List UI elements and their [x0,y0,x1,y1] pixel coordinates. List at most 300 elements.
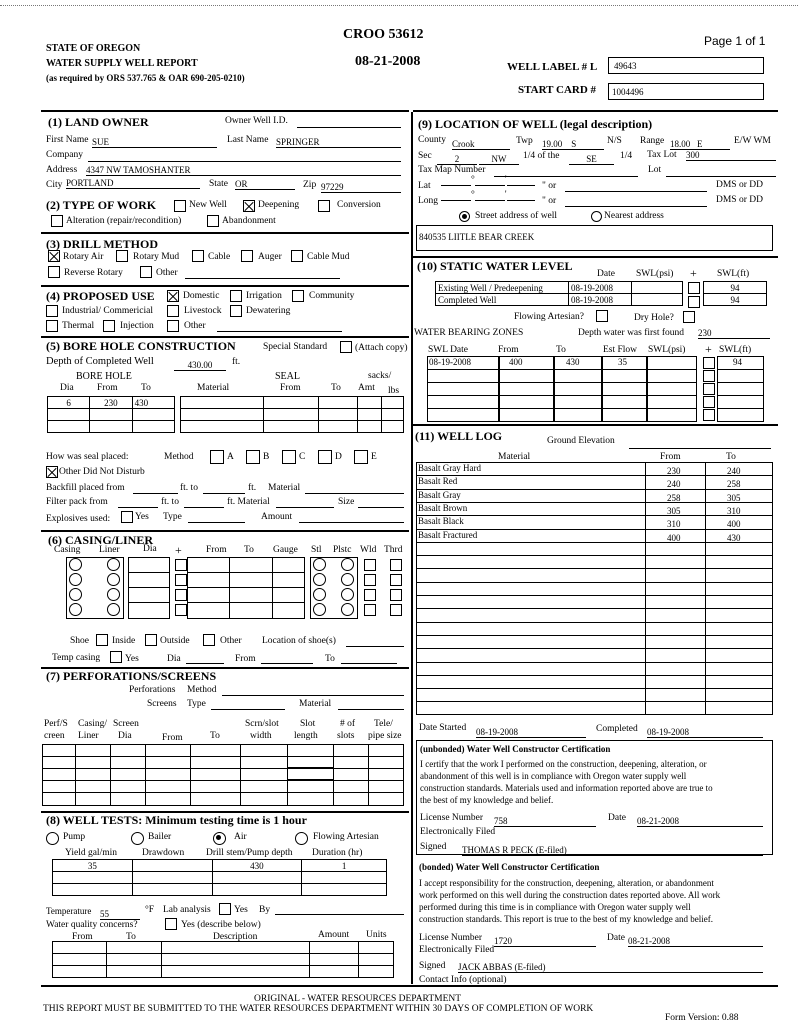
threaded-checkbox[interactable] [390,604,402,616]
threaded-checkbox[interactable] [390,574,402,586]
static-water-table [435,281,683,306]
perforations-heading: (7) PERFORATIONS/SCREENS [46,669,217,683]
seal-placed-label: How was seal placed: [46,452,129,462]
lab-analysis-yes: Yes [234,905,248,915]
section-rule [41,336,409,338]
shoe-inside-checkbox[interactable] [96,634,108,646]
ew-label: E/W WM [734,136,771,146]
owner-well-id-field[interactable] [297,127,401,128]
grid-line [187,572,305,573]
log-col-to: To [726,452,736,462]
temp-casing-to-label: To [325,654,335,664]
temp-casing-to-field[interactable] [341,663,397,664]
log-from-cell[interactable]: 240 [667,479,681,490]
lat-or: " or [542,181,557,191]
livestock-checkbox[interactable] [167,305,179,317]
bonded-text-1: I accept responsibility for the construction, deepening, alteration, or abandonment [419,878,714,888]
community-checkbox[interactable] [292,290,304,302]
log-material-cell[interactable]: Basalt Gray [418,489,461,500]
livestock-label: Livestock [184,306,222,316]
bore-col-to: To [141,383,151,393]
grid-line [499,369,554,370]
attach-copy-label: (Attach copy) [355,343,408,353]
wbz-date-cell[interactable]: 08-19-2008 [429,357,471,367]
city-field[interactable]: PORTLAND [66,178,200,189]
pump-depth-cell[interactable]: 430 [212,860,302,872]
bonded-date-label: Date [607,933,625,943]
tax-lot-label: Tax Lot [647,150,677,160]
other-use-checkbox[interactable] [167,320,179,332]
perf-col7b: length [294,731,318,741]
wbz-plus-checkbox[interactable] [703,383,715,395]
abandonment-checkbox[interactable] [207,215,219,227]
grid-line [717,369,764,370]
last-name-field[interactable]: SPRINGER [276,137,401,148]
new-well-checkbox[interactable] [174,200,186,212]
filter-material-label: ft. Material [227,497,270,507]
swl-row-label: Completed Well [436,294,569,306]
lat-label: Lat [418,181,431,191]
right-top-rule [413,110,778,112]
completed-field[interactable]: 08-19-2008 [647,727,763,738]
wq-col-units: Units [366,930,387,940]
explosives-checkbox[interactable] [121,511,133,523]
log-material-cell[interactable]: Basalt Fractured [418,529,478,540]
tax-lot-field[interactable]: 300 [686,150,776,161]
welded-checkbox[interactable] [364,604,376,616]
welded-checkbox[interactable] [364,559,376,571]
temp-casing-checkbox[interactable] [110,651,122,663]
casing-liner-box [66,557,124,619]
industrial-checkbox[interactable] [46,305,58,317]
depth-field[interactable]: 430.00 [174,360,226,371]
temperature-field[interactable]: 55 [100,909,140,920]
grid-line [416,555,773,556]
grid-line [240,744,241,806]
state-title: STATE OF OREGON [46,43,141,54]
section-rule [41,530,409,532]
section-rule [413,256,778,258]
grid-line [42,768,404,769]
log-to-cell[interactable]: 430 [727,532,741,543]
grid-line [717,395,764,396]
wbz-plus-checkbox[interactable] [703,396,715,408]
dry-hole-label: Dry Hole? [634,313,674,323]
swl-ft-cell[interactable]: 94 [704,294,767,306]
sacks-label: sacks/ [368,371,392,381]
other-seal-checkbox[interactable] [46,466,58,478]
grid-line [554,408,602,409]
shoe-inside-label: Inside [112,636,136,646]
reverse-rotary-checkbox[interactable] [48,266,60,278]
perf-col9a: Tele/ [374,719,393,729]
rotary-air-checkbox[interactable] [48,250,60,262]
bore-dia-cell[interactable]: 6 [48,397,90,409]
filter-size-field[interactable] [358,507,404,508]
perf-col3a: Screen [113,719,139,729]
long-or: " or [542,196,557,206]
quarter2-field[interactable]: SE [569,154,614,165]
swl-col-date: Date [597,269,615,279]
footer-notice: THIS REPORT MUST BE SUBMITTED TO THE WATER RESOURCES DEPARTMENT WITHIN 30 DAYS OF COMPLETION OF WORK [43,1004,594,1014]
first-name-field[interactable]: SUE [92,137,217,148]
duration-cell[interactable]: 1 [302,860,387,872]
unbonded-license-label: License Number [420,813,484,823]
shoe-other-checkbox[interactable] [203,634,215,646]
top-dotted-rule [0,5,798,6]
zip-field[interactable]: 97229 [321,182,401,193]
wbz-flow-cell[interactable]: 35 [618,357,627,367]
domestic-checkbox[interactable] [167,290,179,302]
rotary-mud-label: Rotary Mud [133,252,180,262]
lab-by-label: By [259,905,271,915]
grid-line [602,369,647,370]
state-label: State [209,179,228,189]
start-card-field[interactable]: 1004496 [608,83,764,100]
last-name-label: Last Name [227,135,269,145]
grid-line [416,635,773,636]
casing-col-stl: Stl [311,545,322,555]
deepening-checkbox[interactable] [243,200,255,212]
quarter2-label: 1/4 [620,151,633,161]
wq-col-from: From [72,932,93,942]
seal-col-amt: Amt [358,383,375,393]
well-label-field[interactable]: 49643 [608,57,764,74]
backfill-ft: ft. [248,483,257,493]
seal-method-a-label: A [227,452,234,462]
seal-method-b-label: B [263,452,270,462]
grid-line [287,779,333,781]
swl-plus-checkbox[interactable] [688,296,700,308]
air-radio[interactable] [213,832,226,845]
log-to-cell[interactable]: 400 [727,519,741,530]
sec-field[interactable]: 2 [437,154,477,165]
special-standard-checkbox[interactable] [340,341,352,353]
left-top-rule [41,110,409,112]
threaded-checkbox[interactable] [390,559,402,571]
bore-hole-table [47,396,175,433]
explosives-type-field[interactable] [188,522,245,523]
state-field[interactable]: OR [235,179,295,190]
water-quality-checkbox[interactable] [165,918,177,930]
wbz-plus-checkbox[interactable] [703,357,715,369]
lab-by-field[interactable] [275,914,404,915]
irrigation-checkbox[interactable] [230,290,242,302]
drawdown-cell[interactable] [132,860,212,872]
swl-col-ft: SWL(ft) [717,269,750,279]
filter-material-field[interactable] [276,507,334,508]
perf-col8a: # of [340,719,356,729]
casing-plus-checkbox[interactable] [175,574,187,586]
grid-line [427,382,499,383]
log-to-cell[interactable]: 305 [727,492,741,503]
lat-field[interactable]: ° ' [441,175,535,186]
swl-date-cell[interactable]: 08-19-2008 [569,294,632,306]
long-dd-field[interactable] [565,206,707,207]
well-label-label: WELL LABEL # L [507,61,598,73]
grid-line [128,572,170,573]
backfill-material-field[interactable] [305,493,404,494]
perforations-method-field[interactable] [222,695,404,696]
shoe-location-field[interactable] [346,646,404,647]
test-col-duration: Duration (hr) [312,848,363,858]
grid-line [416,502,773,503]
log-from-cell[interactable]: 310 [667,519,681,530]
long-dms-label: DMS or DD [716,195,763,205]
unbonded-text-1: I certify that the work I performed on the construction, deepening, alteration, or [420,759,707,769]
location-heading: (9) LOCATION OF WELL (legal description) [418,117,653,131]
perf-col5: To [210,731,220,741]
unbonded-date-field[interactable]: 08-21-2008 [637,816,763,827]
bailer-radio[interactable] [131,832,144,845]
dewatering-checkbox[interactable] [230,305,242,317]
rotary-mud-checkbox[interactable] [116,250,128,262]
seal-method-b-checkbox[interactable] [246,450,260,464]
section-rule [413,424,778,426]
temp-casing-dia-field[interactable] [186,663,224,664]
completed-label: Completed [596,724,638,734]
owner-well-id-label: Owner Well I.D. [225,116,288,126]
filter-from-field[interactable] [118,507,158,508]
land-owner-heading: (1) LAND OWNER [48,115,149,129]
report-title: WATER SUPPLY WELL REPORT [46,58,198,69]
unbonded-license-field[interactable]: 758 [494,816,596,827]
company-field[interactable] [88,161,401,162]
well-tests-table [52,859,387,896]
swl-ft-cell[interactable]: 94 [704,282,767,294]
twp-field[interactable]: 19.00 S [542,139,604,150]
street-address-radio[interactable] [459,211,470,222]
company-label: Company [46,150,83,160]
bailer-label: Bailer [148,832,172,842]
grid-line [128,602,170,603]
log-to-cell[interactable]: 310 [727,505,741,516]
address-field[interactable]: 4347 NW TAMOSHANTER [86,165,401,176]
lat-dd-field[interactable] [565,191,707,192]
pump-radio[interactable] [46,832,59,845]
log-material-cell[interactable]: Basalt Gray Hard [418,463,481,473]
explosives-amount-label: Amount [261,512,293,522]
rotary-air-label: Rotary Air [63,252,104,262]
grid-line [416,582,773,583]
wbz-from-cell[interactable]: 400 [509,357,523,367]
ground-elevation-field[interactable] [629,448,771,449]
perf-col1a: Perf/S [44,719,68,729]
backfill-to-field[interactable] [203,493,245,494]
grid-line [427,395,499,396]
grid-line [499,408,554,409]
swl-psi-cell[interactable] [632,282,683,294]
bore-to-cell[interactable]: 430 [132,397,174,409]
bonded-license-field[interactable]: 1720 [494,936,596,947]
date-started-field[interactable]: 08-19-2008 [476,727,586,738]
wq-col-to: To [126,932,136,942]
other-seal-label: Other Did Not Disturb [59,467,145,477]
dry-hole-checkbox[interactable] [683,311,695,323]
other-drill-checkbox[interactable] [140,266,152,278]
log-to-cell[interactable]: 240 [727,466,741,476]
log-material-cell[interactable]: Basalt Brown [418,502,468,513]
swl-col-psi: SWL(psi) [636,269,674,279]
other-drill-field[interactable] [185,278,340,279]
seal-col-material: Material [197,383,230,393]
log-material-cell[interactable]: Basalt Red [418,476,458,487]
threaded-checkbox[interactable] [390,589,402,601]
perf-col7a: Slot [300,719,316,729]
new-well-label: New Well [189,200,227,210]
grid-line [287,744,288,806]
log-from-cell[interactable]: 258 [667,492,681,503]
lat-dms-label: DMS or DD [716,180,763,190]
log-from-cell[interactable]: 305 [667,505,681,516]
abandonment-label: Abandonment [222,216,276,226]
grid-line [416,675,773,676]
wbz-column [499,356,554,422]
range-field[interactable]: 18.00 E [670,139,730,150]
long-field[interactable]: ° ' [441,190,535,201]
quarter-of-label: 1/4 of the [523,151,560,161]
backfill-from-field[interactable] [133,493,178,494]
grid-line [427,408,499,409]
quarter-field[interactable]: NW [479,154,519,165]
depth-unit: ft. [232,357,241,367]
seal-table [180,396,404,433]
irrigation-label: Irrigation [246,291,282,301]
water-quality-table [52,941,394,978]
wbz-col-ft: SWL(ft) [719,345,752,355]
grid-line [554,395,602,396]
wbz-plus-checkbox[interactable] [703,409,715,421]
casing-plus-checkbox[interactable] [175,559,187,571]
bore-from-cell[interactable]: 230 [90,397,132,409]
filter-to-field[interactable] [184,507,224,508]
perforations-table [42,744,404,806]
lot-field[interactable] [666,176,776,177]
yield-cell[interactable]: 35 [53,860,133,872]
grid-line [499,395,554,396]
county-field[interactable]: Crook [452,139,510,150]
special-standard-label: Special Standard [263,342,328,352]
bonded-text-2: work performed on this well during the construction dates reported above. All work [419,890,721,900]
nearest-address-radio[interactable] [591,211,602,222]
street-address-field[interactable]: 840535 LIITLE BEAR CREEK [416,225,773,251]
temp-casing-yes: Yes [125,654,139,664]
seal-method-c-label: C [299,452,306,462]
filter-ft-to: ft. to [161,497,179,507]
screens-type-field[interactable] [211,709,285,710]
log-from-cell[interactable]: 400 [667,532,681,543]
explosives-amount-field[interactable] [299,522,404,523]
grid-line [416,622,773,623]
well-log-box [416,462,773,715]
domestic-label: Domestic [183,291,220,301]
log-to-cell[interactable]: 258 [727,479,741,490]
bonded-date-field[interactable]: 08-21-2008 [628,936,763,947]
auger-checkbox[interactable] [241,250,253,262]
injection-checkbox[interactable] [103,320,115,332]
bonded-signature-field[interactable]: JACK ABBAS (E-filed) [458,962,763,973]
wbz-to-cell[interactable]: 430 [566,357,580,367]
unbonded-text-3: construction standards. Materials used and information reported above are true to [420,783,713,793]
wq-col-amount: Amount [318,930,350,940]
temp-casing-label: Temp casing [52,653,101,663]
perf-col2a: Casing/ [78,719,108,729]
auger-label: Auger [258,252,282,262]
seal-method-e-checkbox[interactable] [354,450,368,464]
casing-col-dia: Dia [143,544,157,554]
depth-first-field[interactable]: 230 [698,328,770,339]
contact-info-label: Contact Info (optional) [419,975,507,985]
bottom-rule [41,985,778,987]
perf-col4: From [162,733,183,743]
flowing-artesian-checkbox[interactable] [596,310,608,322]
first-name-label: First Name [46,135,89,145]
log-from-cell[interactable]: 230 [667,466,681,476]
swl-psi-cell[interactable] [632,294,683,306]
flowing-artesian-radio[interactable] [295,832,308,845]
casing-plus-checkbox[interactable] [175,589,187,601]
wbz-col-plus: + [705,342,712,356]
explosives-label: Explosives used: [46,514,111,524]
cable-mud-checkbox[interactable] [291,250,303,262]
thermal-checkbox[interactable] [46,320,58,332]
wbz-plus-checkbox[interactable] [703,370,715,382]
casing-material-box [310,557,358,619]
bonded-filed: Electronically Filed [419,945,495,955]
grid-line [187,587,305,588]
alteration-checkbox[interactable] [51,215,63,227]
conversion-checkbox[interactable] [318,200,330,212]
temp-casing-from-field[interactable] [261,663,313,664]
welded-checkbox[interactable] [364,589,376,601]
wbz-col-to: To [556,345,566,355]
lab-analysis-label: Lab analysis [163,905,211,915]
county-label: County [418,135,446,145]
wq-col-description: Description [213,932,258,942]
grid-line [554,382,602,383]
street-address-label: Street address of well [475,211,558,221]
grid-line [333,744,334,806]
water-quality-yes: Yes (describe below) [181,920,261,930]
address-label: Address [46,165,78,175]
unbonded-signature-field[interactable]: THOMAS R PECK (E-filed) [462,845,763,856]
wbz-ft-cell[interactable]: 94 [733,357,742,367]
community-label: Community [309,291,355,301]
other-use-field[interactable] [217,331,342,332]
grid-line [647,369,697,370]
grid-line [602,408,647,409]
lab-analysis-checkbox[interactable] [219,903,231,915]
casing-col-casing: Casing [54,545,81,555]
screens-material-field[interactable] [338,709,404,710]
seal-method-c-checkbox[interactable] [282,450,296,464]
cable-checkbox[interactable] [192,250,204,262]
bore-col-from: From [97,383,118,393]
log-material-cell[interactable]: Basalt Black [418,516,464,527]
shoe-outside-checkbox[interactable] [145,634,157,646]
welded-checkbox[interactable] [364,574,376,586]
seal-method-a-checkbox[interactable] [210,450,224,464]
grid-line [190,744,191,806]
seal-method-d-checkbox[interactable] [318,450,332,464]
perforations-method-label: Method [187,685,217,695]
swl-plus-checkbox[interactable] [688,282,700,294]
proposed-use-heading: (4) PROPOSED USE [46,289,155,303]
casing-plus-checkbox[interactable] [175,604,187,616]
grid-line [705,462,706,715]
tax-map-label: Tax Map Number [418,165,486,175]
swl-date-cell[interactable]: 08-19-2008 [569,282,632,294]
